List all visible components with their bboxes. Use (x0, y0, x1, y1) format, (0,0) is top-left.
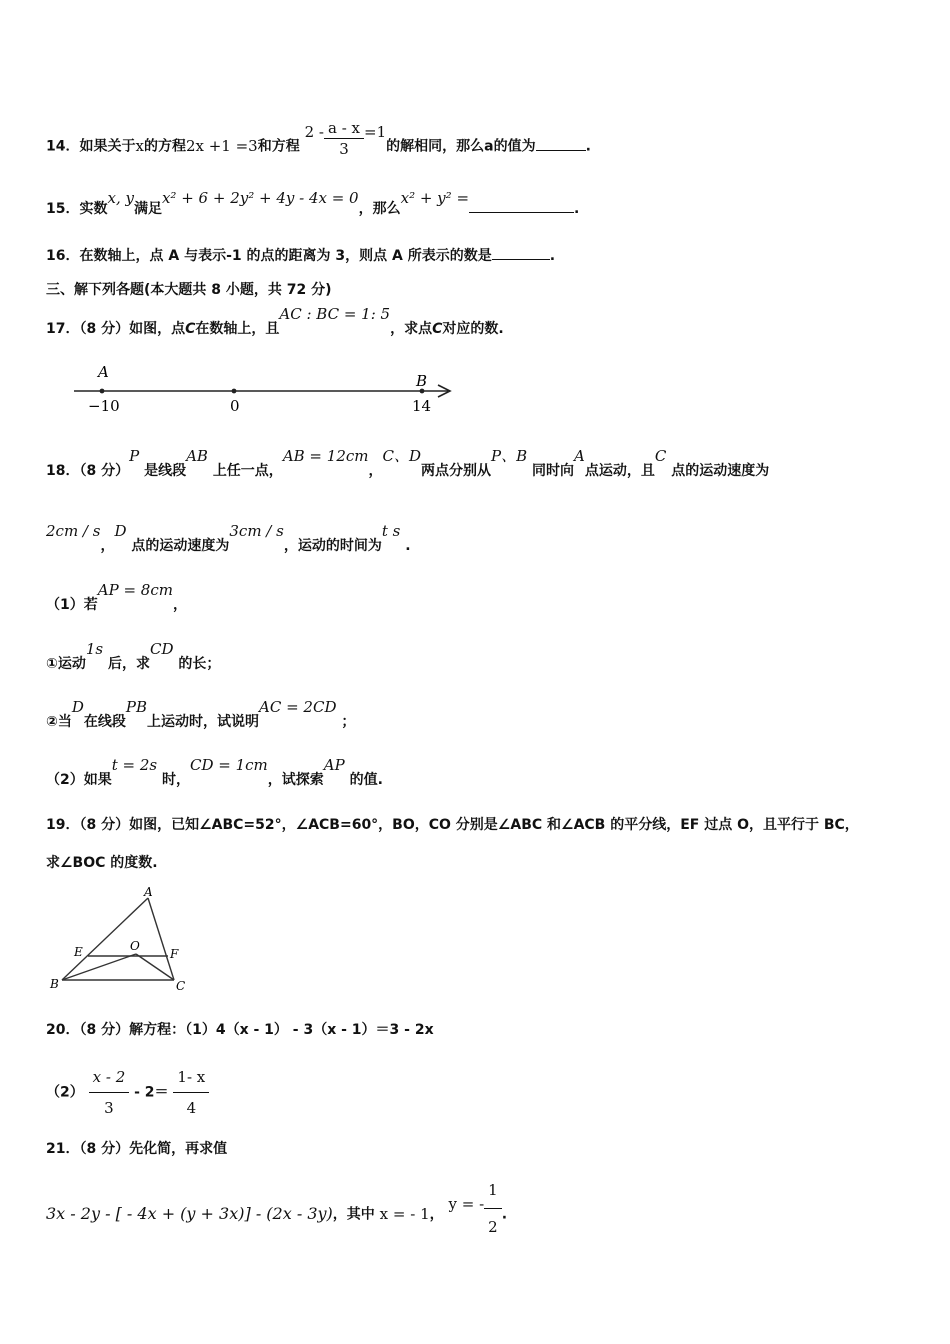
section-heading: 三、解下列各题(本大题共 8 小题，共 72 分) (46, 282, 332, 298)
fraction-1: $\frac{x - 2}{3}$ (89, 1062, 130, 1123)
point-origin (232, 389, 237, 394)
question-19-line2: 求∠BOC 的度数. (46, 855, 158, 871)
q15-equation: x² + 6 + 2y² + 4y - 4x = 0 (161, 189, 359, 207)
question-20: 20．（8 分）解方程：（1）4（x - 1） - 3（x - 1）＝3 - 2x (46, 1022, 434, 1038)
q15-expression: x² + y² = (400, 189, 470, 207)
triangle-figure (44, 884, 204, 996)
question-16: 16．在数轴上，点 A 与表示-1 的点的距离为 3，则点 A 所表示的数是 . (46, 248, 556, 264)
question-18: 18．（8 分）P 是线段AB 上任一点，AB = 12cm，C、D两点分别从P、B 同时向A点运动，且C 点的运动速度为 (46, 447, 770, 479)
question-17: 17．（8 分）如图，点C在数轴上，且AC : BC = 1: 5，求点C对应的数. (46, 305, 504, 337)
q17-ratio: AC : BC = 1: 5 (279, 305, 391, 323)
point-a (100, 389, 105, 394)
question-14: 14．如果关于x的方程2x +1 =3和方程 2 - $\frac{a - x}{3}$ =1的解相同，那么a的值为 . (46, 119, 591, 158)
point-label-o: O (130, 939, 140, 953)
vertex-label-b: B (50, 977, 59, 991)
tick-label-a: −10 (88, 397, 120, 415)
vertex-label-c: C (176, 979, 186, 993)
question-15: 15．实数x, y满足x² + 6 + 2y² + 4y - 4x = 0，那么x² + y² =. (46, 189, 580, 217)
question-19: 19．（8 分）如图，已知∠ABC=52°，∠ACB=60°，BO，CO 分别是∠ABC 和∠ACB 的平分线，EF 过点 O，且平行于 BC， (46, 817, 859, 833)
label-a: A (98, 363, 109, 381)
question-18-sub1: ①运动1s 后，求CD 的长； (46, 640, 221, 672)
fraction-2: $\frac{1- x}{4}$ (173, 1062, 209, 1123)
question-18-line2: 2cm / s，D 点的运动速度为3cm / s，运动的时间为t s . (46, 522, 411, 554)
side-ac (148, 898, 174, 980)
y-fraction: $\frac{1}{2}$ (484, 1172, 502, 1245)
point-label-e: E (74, 945, 83, 959)
point-label-f: F (170, 947, 179, 961)
segment-co (136, 954, 174, 980)
question-20-part2: （2） $\frac{x - 2}{3}$ - 2＝ $\frac{1- x}{4}$ (46, 1062, 209, 1123)
q14-fraction: $\frac{a - x}{3}$ (324, 118, 364, 159)
q14-equation-1: 2x +1 =3 (185, 136, 258, 155)
q14-number: 14． (46, 138, 80, 155)
tick-label-b: 14 (412, 397, 432, 415)
tick-label-zero: 0 (230, 397, 240, 415)
vertex-label-a: A (144, 885, 153, 899)
answer-blank[interactable] (536, 138, 586, 151)
question-21-expression: 3x - 2y - [ - 4x + (y + 3x)] - (2x - 3y)，其中 x = - 1， y = - $\frac{1}{2}$ . (46, 1178, 507, 1251)
answer-blank[interactable] (492, 247, 550, 260)
answer-blank[interactable] (469, 200, 574, 213)
question-18-part2: （2）如果t = 2s 时，CD = 1cm，试探索AP 的值. (46, 756, 383, 788)
number-line-figure (60, 362, 460, 418)
question-18-part1: （1）若AP = 8cm， (46, 581, 187, 613)
label-b: B (416, 372, 428, 390)
question-18-sub2: ②当D在线段PB上运动时，试说明AC = 2CD ； (46, 698, 356, 730)
question-21: 21．（8 分）先化简，再求值 (46, 1141, 228, 1157)
